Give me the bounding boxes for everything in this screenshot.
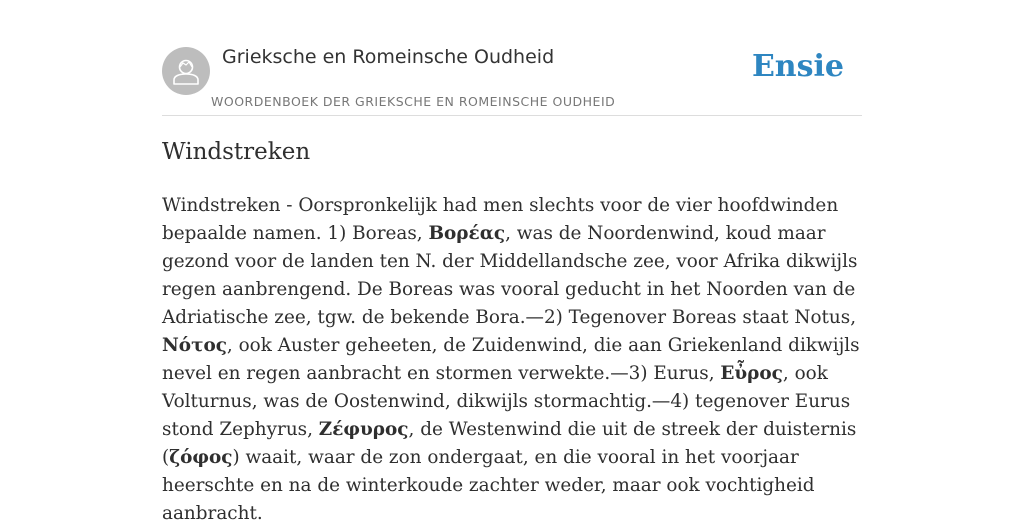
entry-title: Windstreken xyxy=(162,139,311,165)
greek-term: Βορέας xyxy=(428,223,506,244)
entry-text: ) waait, waar de zon ondergaat, en die vooral in het voorjaar heerschte en na de winterkoude zachter weder, maar ook vochtigheid aanbracht. xyxy=(162,447,815,524)
greek-term: Ζέφυρος xyxy=(318,419,409,440)
entry-text: , ook Volturnus, was de Oostenwind, dikwijls stormachtig.—4) tegenover Eurus stond Zephyrus, xyxy=(162,363,851,440)
entry-text: , de Westenwind die uit de streek der duisternis ( xyxy=(162,419,857,468)
source-header xyxy=(162,44,862,116)
entry-text: , ook Auster geheeten, de Zuidenwind, die aan Griekenland dikwijls nevel en regen aanbracht en stormen verwekte.—3) Eurus, xyxy=(162,335,860,384)
greek-term: Νότος xyxy=(162,335,227,356)
entry-text: , was de Noordenwind, koud maar gezond voor de landen ten N. der Middellandsche zee, voor Afrika dikwijls regen aanbrengend. De Boreas was vooral geducht in het Noorden van de Adriatische zee, tgw. de bekende Bora.—2) Tegenover Boreas staat Notus, xyxy=(162,223,858,328)
ensie-logo[interactable]: Ensie xyxy=(751,49,844,84)
user-placeholder-icon[interactable] xyxy=(162,47,210,95)
source-title-link[interactable]: Grieksche en Romeinsche Oudheid xyxy=(222,46,555,68)
entry-text: Windstreken - Oorspronkelijk had men slechts voor de vier hoofdwinden bepaalde namen. 1) Boreas, xyxy=(162,195,839,244)
source-subtitle: WOORDENBOEK DER GRIEKSCHE EN ROMEINSCHE OUDHEID xyxy=(211,94,616,109)
greek-term: ζόφος xyxy=(169,447,233,468)
greek-term: Εὖρος xyxy=(720,363,783,384)
entry-body xyxy=(162,192,862,528)
